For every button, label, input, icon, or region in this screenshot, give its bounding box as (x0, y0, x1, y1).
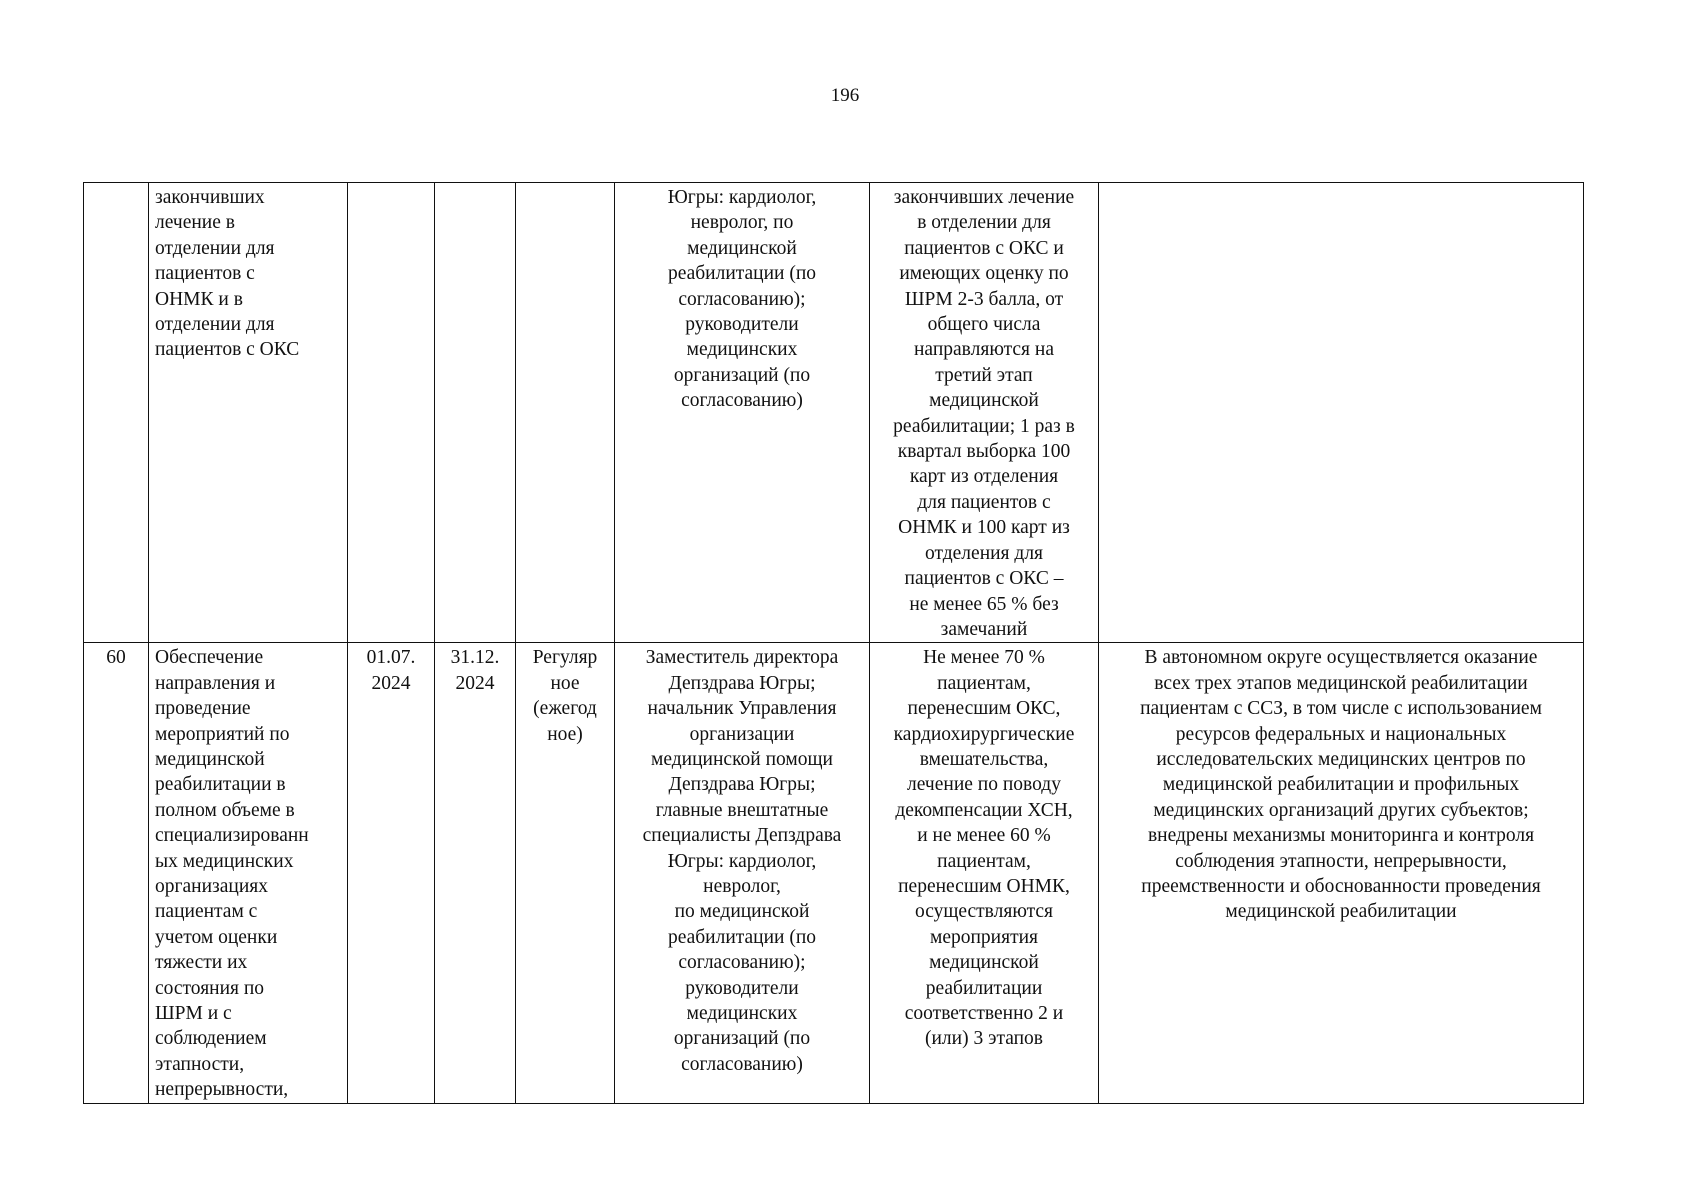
cell-start-date (348, 183, 435, 643)
cell-result: В автономном округе осуществляется оказание всех трех этапов медицинской реабилитации пациентам с ССЗ, в том числе с использованием ресурсов федеральных и национальных исследовательских медицинских центров по медицинской реабилитации и профильных медицинских организаций других субъектов; внедрены механизмы мониторинга и контроля соблюдения этапности, непрерывности, преемственности и обоснованности проведения медицинской реабилитации (1099, 643, 1584, 1104)
cell-responsible: Заместитель директора Депздрава Югры; начальник Управления организации медицинской помощи Депздрава Югры; главные внештатные специалисты Депздрава Югры: кардиолог, невролог, по медицинской реабилитации (по согласованию); руководители медицинских организаций (по согласованию) (615, 643, 870, 1104)
cell-indicator: закончивших лечение в отделении для пациентов с ОКС и имеющих оценку по ШРМ 2-3 балла, от общего числа направляются на третий этап медицинской реабилитации; 1 раз в квартал выборка 100 карт из отделения для пациентов с ОНМК и 100 карт из отделения для пациентов с ОКС – не менее 65 % без замечаний (870, 183, 1099, 643)
cell-result (1099, 183, 1584, 643)
cell-periodicity (516, 183, 615, 643)
cell-event: закончивших лечение в отделении для пациентов с ОНМК и в отделении для пациентов с ОКС (149, 183, 348, 643)
cell-event: Обеспечение направления и проведение мероприятий по медицинской реабилитации в полном объеме в специализированн ых медицинских организациях пациентам с учетом оценки тяжести их состояния по ШРМ и с соблюдением этапности, непрерывности, (149, 643, 348, 1104)
cell-number: 60 (84, 643, 149, 1104)
cell-responsible: Югры: кардиолог, невролог, по медицинской реабилитации (по согласованию); руководители медицинских организаций (по согласованию) (615, 183, 870, 643)
cell-end-date (435, 183, 516, 643)
cell-start-date: 01.07. 2024 (348, 643, 435, 1104)
cell-end-date: 31.12. 2024 (435, 643, 516, 1104)
cell-number (84, 183, 149, 643)
activity-plan-table (83, 182, 1584, 1104)
cell-indicator: Не менее 70 % пациентам, перенесшим ОКС, кардиохирургические вмешательства, лечение по поводу декомпенсации ХСН, и не менее 60 % пациентам, перенесшим ОНМК, осуществляются мероприятия медицинской реабилитации соответственно 2 и (или) 3 этапов (870, 643, 1099, 1104)
cell-periodicity: Регуляр ное (ежегод ное) (516, 643, 615, 1104)
table-row (84, 183, 1584, 643)
page-number: 196 (830, 85, 860, 106)
table-row (84, 643, 1584, 1104)
